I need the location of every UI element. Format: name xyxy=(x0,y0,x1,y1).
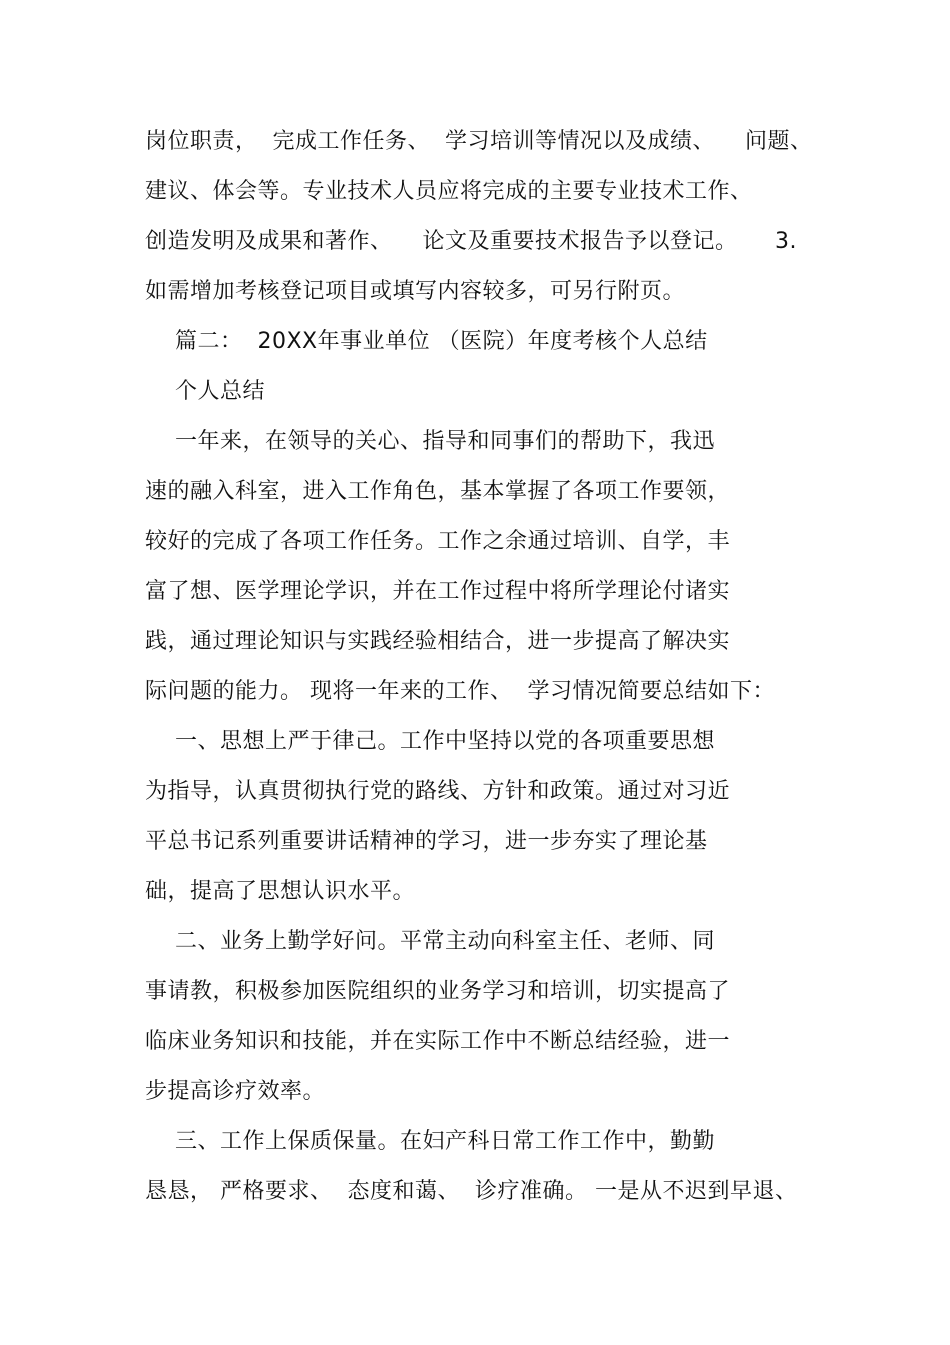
text-line: 践，通过理论知识与实践经验相结合，进一步提高了解决实 xyxy=(145,629,731,654)
text-line: 临床业务知识和技能，并在实际工作中不断总结经验，进一 xyxy=(145,1029,731,1054)
text-line: 事请教，积极参加医院组织的业务学习和培训，切实提高了 xyxy=(145,979,731,1004)
text-line: 三、工作上保质保量。在妇产科日常工作工作中，勤勤 xyxy=(145,1129,715,1154)
text-line: 岗位职责， 完成工作任务、 学习培训等情况以及成绩、 问题、 xyxy=(145,129,813,154)
text-line: 一年来，在领导的关心、指导和同事们的帮助下，我迅 xyxy=(145,429,715,454)
text-line: 建议、体会等。专业技术人员应将完成的主要专业技术工作、 xyxy=(145,179,753,204)
text-line: 较好的完成了各项工作任务。工作之余通过培训、自学，丰 xyxy=(145,529,731,554)
text-line: 恳恳， 严格要求、 态度和蔼、 诊疗准确。 一是从不迟到早退、 xyxy=(145,1179,798,1204)
text-line: 速的融入科室，进入工作角色，基本掌握了各项工作要领， xyxy=(145,479,731,504)
section-subheading: 个人总结 xyxy=(145,379,265,404)
text-line: 一、思想上严于律己。工作中坚持以党的各项重要思想 xyxy=(145,729,715,754)
text-line: 际问题的能力。 现将一年来的工作、 学习情况简要总结如下： xyxy=(145,679,775,704)
text-line: 础，提高了思想认识水平。 xyxy=(145,879,416,904)
text-line: 为指导，认真贯彻执行党的路线、方针和政策。通过对习近 xyxy=(145,779,731,804)
text-line: 富了想、医学理论学识，并在工作过程中将所学理论付诸实 xyxy=(145,579,731,604)
text-line: 平总书记系列重要讲话精神的学习，进一步夯实了理论基 xyxy=(145,829,708,854)
section-heading: 篇二： 20XX年事业单位 （医院）年度考核个人总结 xyxy=(145,329,708,354)
text-line: 创造发明及成果和著作、 论文及重要技术报告予以登记。 3. xyxy=(145,229,797,254)
text-line: 步提高诊疗效率。 xyxy=(145,1079,326,1104)
text-line: 如需增加考核登记项目或填写内容较多，可另行附页。 xyxy=(145,279,686,304)
text-line: 二、业务上勤学好问。平常主动向科室主任、老师、同 xyxy=(145,929,715,954)
